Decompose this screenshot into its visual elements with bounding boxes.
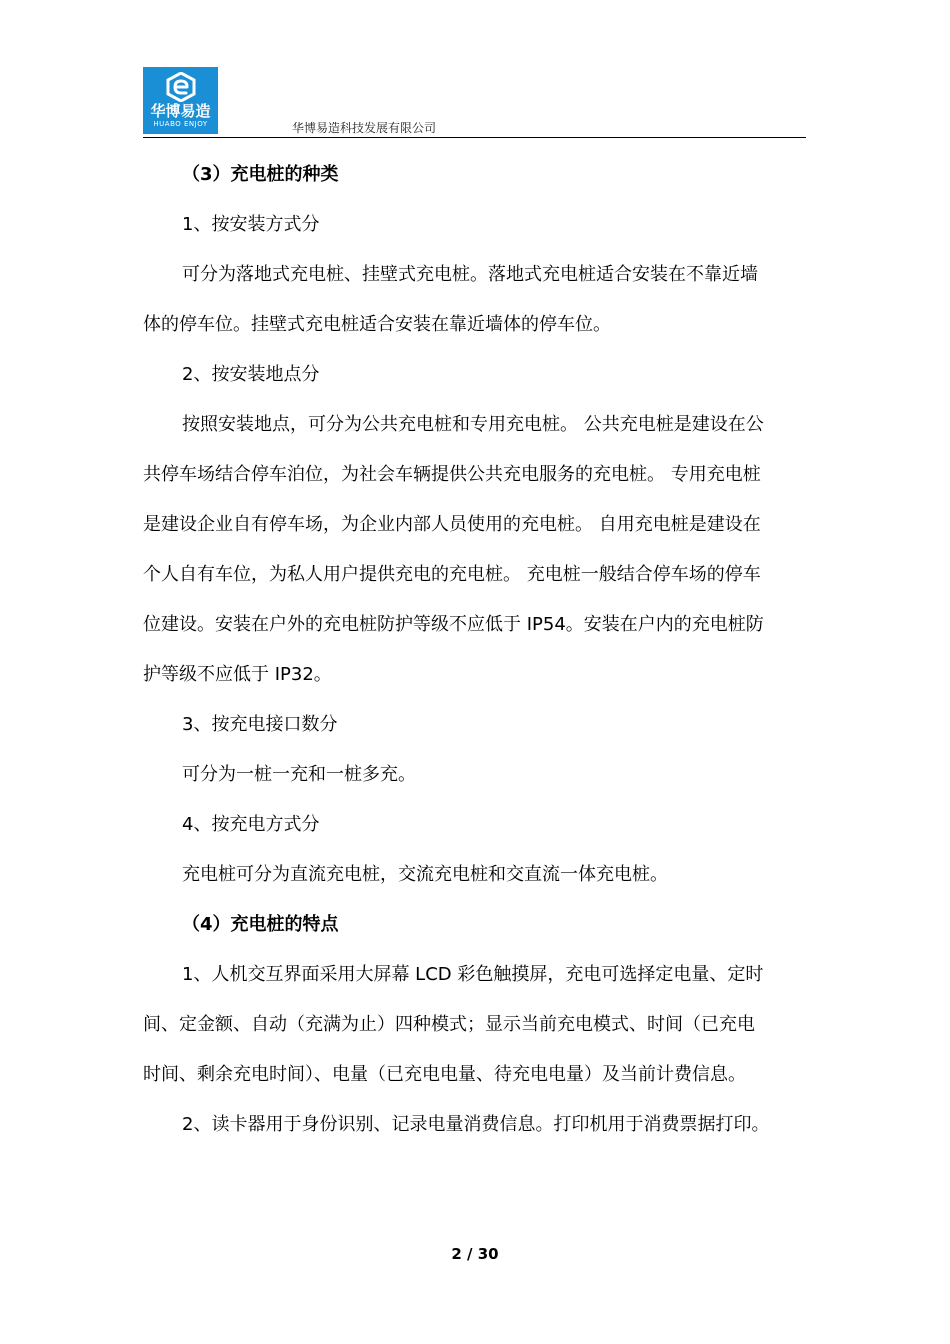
logo-chinese-text: 华博易造 <box>150 102 211 120</box>
subheading-install-method: 1、按安装方式分 <box>182 214 320 235</box>
subheading-install-location: 2、按安装地点分 <box>182 364 320 385</box>
paragraph-line: 体的停车位。挂壁式充电桩适合安装在靠近墙体的停车位。 <box>143 314 611 335</box>
paragraph-line: 2、读卡器用于身份识别、记录电量消费信息。打印机用于消费票据打印。 <box>182 1114 770 1135</box>
logo-mark-icon <box>165 72 197 102</box>
logo-english-text: HUABO ENJOY <box>153 120 208 128</box>
header-divider <box>143 137 806 138</box>
section-heading-features: （4）充电桩的特点 <box>182 914 339 935</box>
paragraph-line: 个人自有车位，为私人用户提供充电的充电桩。 充电桩一般结合停车场的停车 <box>143 564 761 585</box>
paragraph-line: 充电桩可分为直流充电桩，交流充电桩和交直流一体充电桩。 <box>182 864 668 885</box>
paragraph-line: 护等级不应低于 IP32。 <box>143 664 332 685</box>
paragraph-line: 共停车场结合停车泊位，为社会车辆提供公共充电服务的充电桩。 专用充电桩 <box>143 464 761 485</box>
paragraph-line: 时间、剩余充电时间）、电量（已充电电量、待充电电量）及当前计费信息。 <box>143 1064 746 1085</box>
company-logo <box>143 67 218 134</box>
subheading-charging-method: 4、按充电方式分 <box>182 814 320 835</box>
paragraph-line: 按照安装地点，可分为公共充电桩和专用充电桩。 公共充电桩是建设在公 <box>182 414 764 435</box>
paragraph-line: 1、人机交互界面采用大屏幕 LCD 彩色触摸屏，充电可选择定电量、定时 <box>182 964 764 985</box>
company-name: 华博易造科技发展有限公司 <box>292 121 437 135</box>
subheading-interface-count: 3、按充电接口数分 <box>182 714 338 735</box>
section-heading-types: （3）充电桩的种类 <box>182 164 339 185</box>
paragraph-line: 可分为一桩一充和一桩多充。 <box>182 764 416 785</box>
paragraph-line: 位建设。安装在户外的充电桩防护等级不应低于 IP54。安装在户内的充电桩防 <box>143 614 764 635</box>
paragraph-line: 间、定金额、自动（充满为止）四种模式；显示当前充电模式、时间（已充电 <box>143 1014 755 1035</box>
paragraph-line: 是建设企业自有停车场，为企业内部人员使用的充电桩。 自用充电桩是建设在 <box>143 514 761 535</box>
page-number: 2 / 30 <box>451 1245 499 1263</box>
paragraph-line: 可分为落地式充电桩、挂壁式充电桩。落地式充电桩适合安装在不靠近墙 <box>182 264 758 285</box>
document-body <box>143 150 806 1150</box>
